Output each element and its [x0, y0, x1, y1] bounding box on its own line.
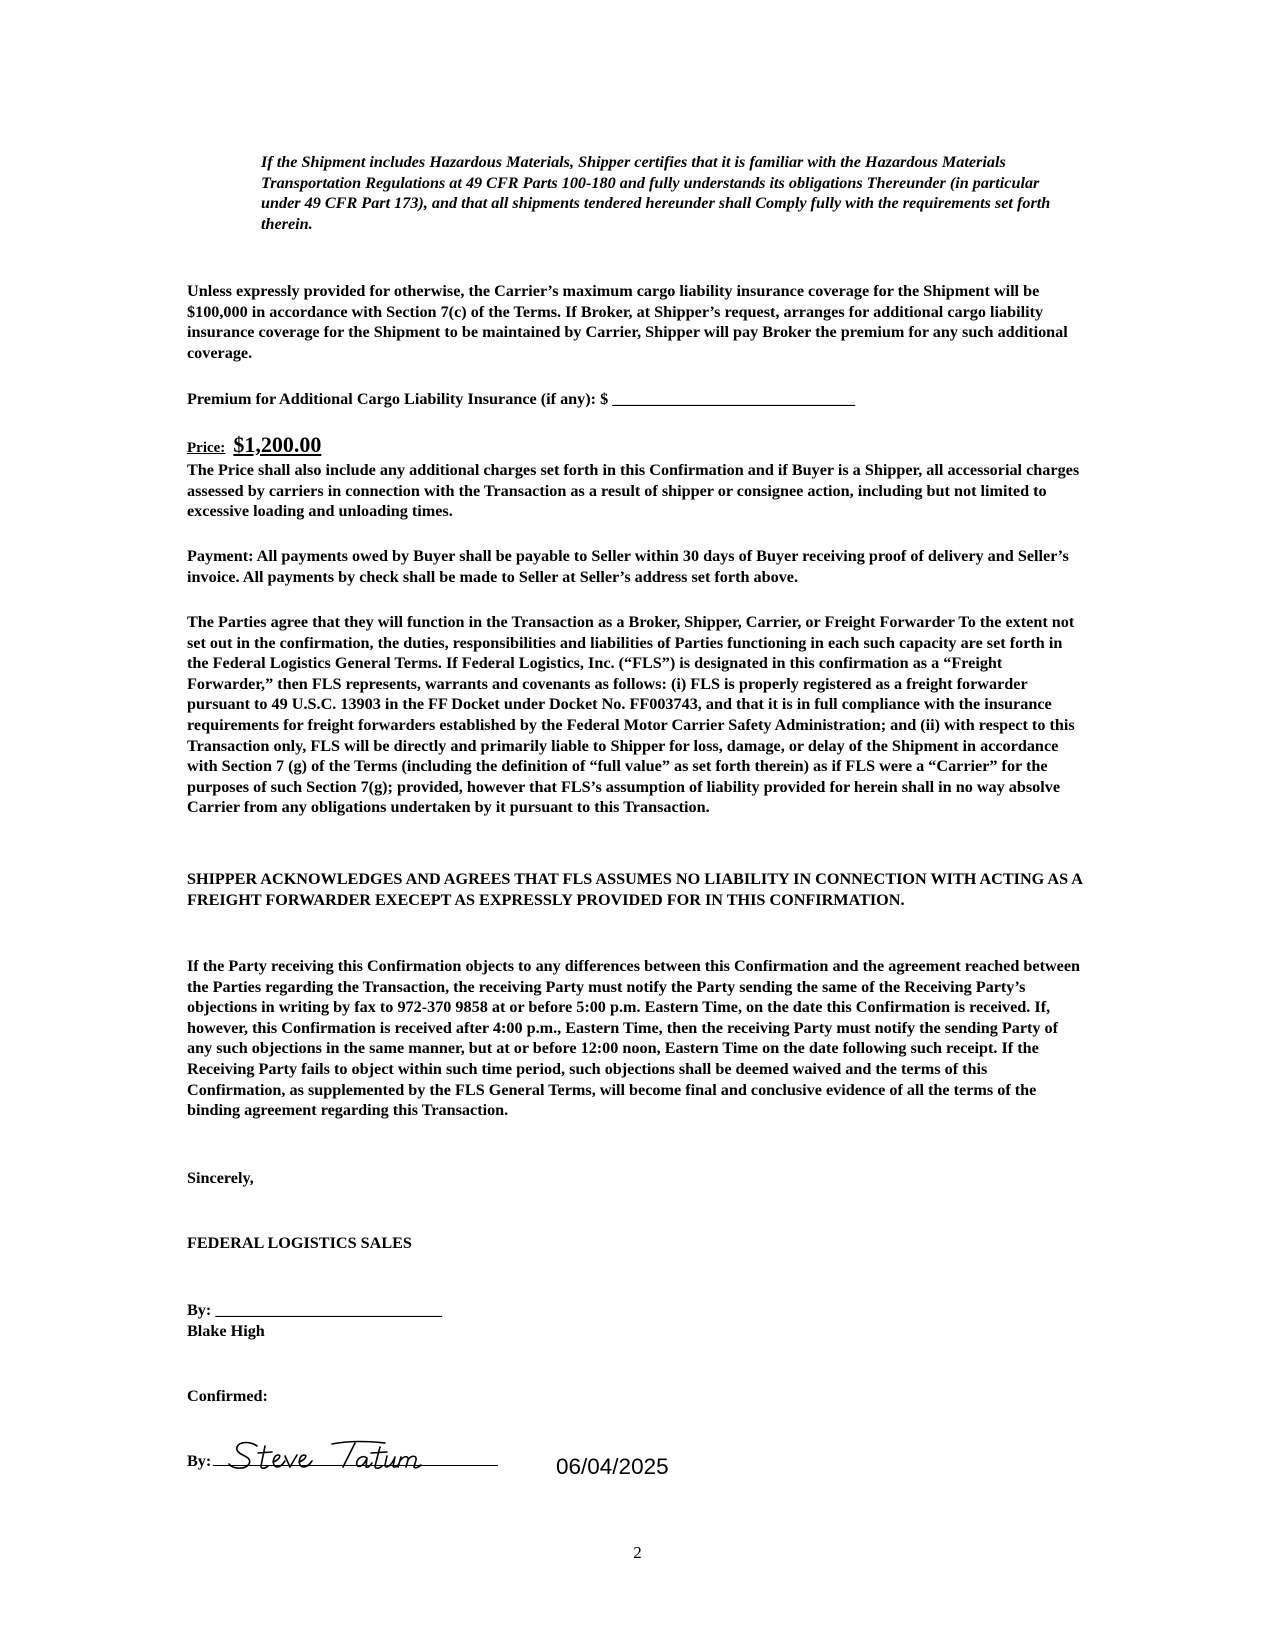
payment-paragraph: Payment: All payments owed by Buyer shall be payable to Seller within 30 days of Buyer receiving proof of delivery and Seller’s invoice. All payments by check shall be made to Seller at Seller’s address set forth above.	[187, 547, 1069, 586]
parties-paragraph: The Parties agree that they will function in the Transaction as a Broker, Shipper, Carrier, or Freight Forwarder To the extent not set out in the confirmation, the duties, responsibilities and liabilities of Parties functioning in each such capacity are set forth in the Federal Logistics General Terms. If Federal Logistics, Inc. (“FLS”) is designated in this confirmation as a “Freight Forwarder,” then FLS represents, warrants and covenants as follows: (i) FLS is properly registered as a freight forwarder pursuant to 49 U.S.C. 13903 in the FF Docket under Docket No. FF003743, and that it is in full compliance with the insurance requirements for freight forwarders established by the Federal Motor Carrier Safety Administration; and (ii) with respect to this Transaction only, FLS will be directly and primarily liable to Shipper for loss, damage, or delay of the Shipment in accordance with Section 7 (g) of the Terms (including the definition of “full value” as set forth therein) as if FLS were a “Carrier” for the purposes of such Section 7(g); provided, however that FLS’s assumption of liability provided for herein shall in no way absolve Carrier from any obligations undertaken by it pursuant to this Transaction.	[187, 613, 1075, 817]
signer-name: Blake High	[187, 1322, 265, 1340]
company-name: FEDERAL LOGISTICS SALES	[187, 1234, 412, 1252]
insurance-paragraph: Unless expressly provided for otherwise, the Carrier’s maximum cargo liability insurance coverage for the Shipment will be $100,000 in accordance with Section 7(c) of the Terms. If Broker, at Shipper’s request, arranges for additional cargo liability insurance coverage for the Shipment to be maintained by Carrier, Shipper will pay Broker the premium for any such additional coverage.	[187, 282, 1068, 362]
by-label: By:	[187, 1452, 212, 1470]
objection-paragraph: If the Party receiving this Confirmation objects to any differences between this Confirmation and the agreement reached between the Parties regarding the Transaction, the receiving Party must notify the Party sending the same of the Receiving Party’s objections in writing by fax to 972-370 9858 at or before 5:00 p.m. Eastern Time, on the date this Confirmation is received. If, however, this Confirmation is received after 4:00 p.m., Eastern Time, then the receiving Party must notify the sending Party of any such objections in the same manner, but at or before 12:00 noon, Eastern Time on the date following such receipt. If the Receiving Party fails to object within such time period, such objections shall be deemed waived and the terms of this Confirmation, as supplemented by the FLS General Terms, will become final and conclusive evidence of all the terms of the binding agreement regarding this Transaction.	[187, 957, 1081, 1120]
handwritten-signature	[227, 1436, 467, 1476]
price-value: $1,200.00	[233, 432, 322, 457]
hazmat-notice: If the Shipment includes Hazardous Materials, Shipper certifies that it is familiar with the Hazardous Materials Transportation Regulations at 49 CFR Parts 100-180 and fully understands its obligations Thereunder (in particular under 49 CFR Part 173), and that all shipments tendered hereunder shall Comply fully with the requirements set forth therein.	[261, 153, 1051, 233]
signature-line-seller: By: ____________________________	[187, 1301, 442, 1319]
price-label: Price:	[187, 440, 226, 456]
confirm-date: 06/04/2025	[556, 1454, 669, 1479]
price-paragraph: The Price shall also include any additional charges set forth in this Confirmation and if Buyer is a Shipper, all accessorial charges assessed by carriers in connection with the Transaction as a result of shipper or consignee action, including but not limited to excessive loading and unloading times.	[187, 461, 1080, 521]
price-heading	[187, 432, 321, 458]
closing: Sincerely,	[187, 1169, 254, 1187]
page-number: 2	[633, 1543, 642, 1562]
premium-line: Premium for Additional Cargo Liability Insurance (if any): $ ______________________________	[187, 390, 856, 408]
acknowledgement-caps: SHIPPER ACKNOWLEDGES AND AGREES THAT FLS ASSUMES NO LIABILITY IN CONNECTION WITH ACTING AS A FREIGHT FORWARDER EXECEPT AS EXPRESSLY PROVIDED FOR IN THIS CONFIRMATION.	[187, 870, 1083, 909]
confirmed-label: Confirmed:	[187, 1387, 268, 1405]
